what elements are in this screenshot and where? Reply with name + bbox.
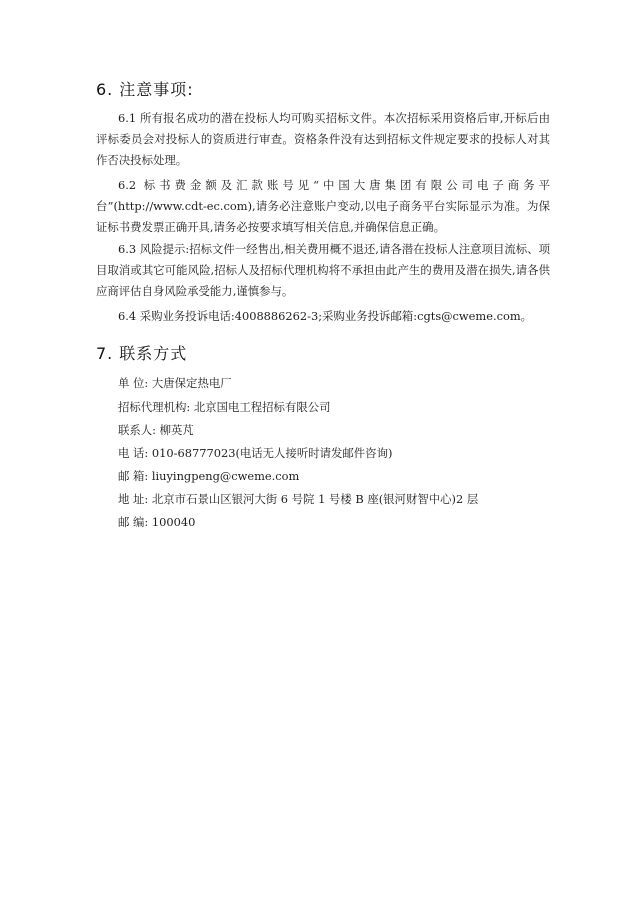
paragraph-6-3: 6.3 风险提示:招标文件一经售出,相关费用概不退还,请各潜在投标人注意项目流标、项目取消或其它可能风险,招标人及招标代理机构将不承担由此产生的费用及潜在损失,请各供应商评估自身风险承受能力,谨慎参与。 [96,242,550,298]
contact-value-address: 北京市石景山区银河大街 6 号院 1 号楼 B 座(银河财智中心)2 层 [151,492,479,506]
section-6-number: 6. [96,80,114,99]
contact-row-agency [118,400,331,414]
contact-value-phone: 010-68777023(电话无人接听时请发邮件咨询) [151,446,393,460]
section-6-heading [96,77,194,100]
contact-row-person [118,423,194,437]
contact-row-unit [118,376,232,390]
paragraph-6-1: 6.1 所有报名成功的潜在投标人均可购买招标文件。本次招标采用资格后审,开标后由评标委员会对投标人的资质进行审查。资格条件没有达到招标文件规定要求的投标人对其作否决投标处理。 [96,111,550,167]
contact-row-postcode [118,515,195,529]
section-7-heading [96,341,187,364]
contact-value-postcode: 100040 [151,515,196,529]
contact-value-email: liuyingpeng@cweme.com [151,469,300,483]
contact-value-unit: 大唐保定热电厂 [151,376,232,390]
contact-label-address: 地 址: [118,492,149,506]
contact-label-agency: 招标代理机构: [118,400,191,414]
contact-value-agency: 北京国电工程招标有限公司 [193,400,331,414]
contact-value-person: 柳英芃 [159,423,194,437]
section-7-number: 7. [96,344,114,363]
contact-label-unit: 单 位: [118,376,149,390]
contact-row-phone [118,446,392,460]
paragraph-6-4: 6.4 采购业务投诉电话:4008886262-3;采购业务投诉邮箱:cgts@cweme.com。 [118,309,533,323]
section-6-title: 注意事项: [119,80,194,99]
section-7-title: 联系方式 [119,344,188,363]
contact-row-address [118,492,478,506]
contact-label-person: 联系人: [118,423,157,437]
contact-label-postcode: 邮 编: [118,515,149,529]
paragraph-6-2: 6.2 标书费金额及汇款账号见“中国大唐集团有限公司电子商务平台”(http://www.cdt-ec.com),请务必注意账户变动,以电子商务平台实际显示为准。为保证标书费发票正确开具,请务必按要求填写相关信息,并确保信息正确。 [96,178,550,234]
contact-label-phone: 电 话: [118,446,149,460]
contact-label-email: 邮 箱: [118,469,149,483]
contact-row-email [118,469,299,483]
